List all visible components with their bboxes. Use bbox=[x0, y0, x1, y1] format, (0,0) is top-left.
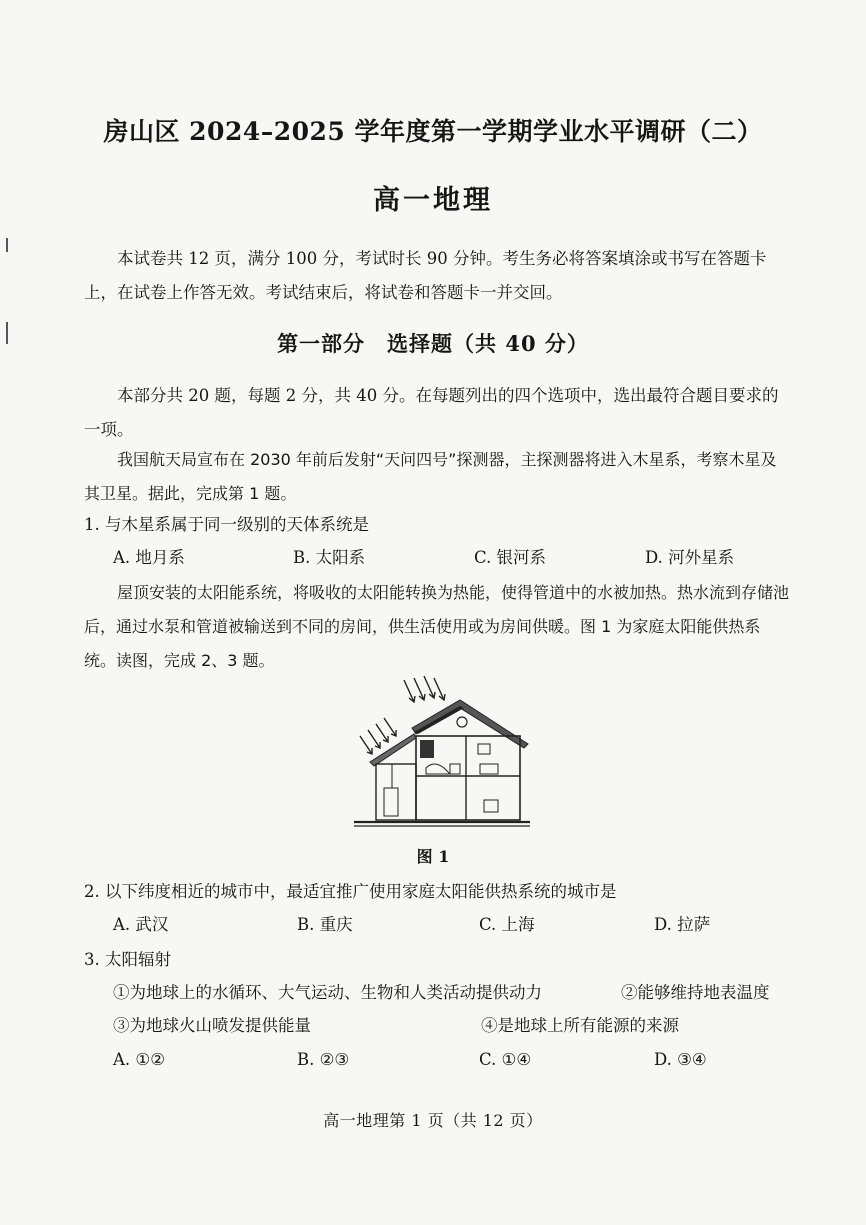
option-d: D. 拉萨 bbox=[654, 915, 711, 934]
exam-intro: 本试卷共 12 页，满分 100 分，考试时长 90 分钟。考生务必将答案填涂或书写在答题卡上，在试卷上作答无效。考试结束后，将试卷和答题卡一并交回。 bbox=[84, 249, 767, 302]
question-3-options bbox=[113, 1045, 793, 1075]
statement-1: ①为地球上的水循环、大气运动、生物和人类活动提供动力 bbox=[113, 983, 542, 1002]
option-a: A. 武汉 bbox=[113, 915, 169, 934]
question-1-stem: 1. 与木星系属于同一级别的天体系统是 bbox=[84, 515, 369, 534]
statement-2: ②能够维持地表温度 bbox=[621, 983, 770, 1002]
option-b: B. 重庆 bbox=[297, 915, 353, 934]
option-c: C. ①④ bbox=[479, 1050, 532, 1069]
question-3-statements-row-1 bbox=[113, 978, 803, 1008]
page-footer: 高一地理第 1 页（共 12 页） bbox=[323, 1111, 543, 1130]
question-2-stem: 2. 以下纬度相近的城市中，最适宜推广使用家庭太阳能供热系统的城市是 bbox=[84, 882, 617, 901]
question-1-options bbox=[113, 543, 793, 573]
option-a: A. 地月系 bbox=[113, 548, 185, 567]
question-3-statements-row-2 bbox=[113, 1011, 803, 1041]
option-c: C. 上海 bbox=[479, 915, 535, 934]
option-c: C. 银河系 bbox=[474, 548, 547, 567]
exam-subject: 高一地理 bbox=[373, 185, 493, 216]
material-2: 屋顶安装的太阳能系统，将吸收的太阳能转换为热能，使得管道中的水被加热。热水流到存储池后，通过水泵和管道被输送到不同的房间，供生活使用或为房间供暖。图 1 为家庭太阳能供热系统。读图，完成 2、3 题。 bbox=[84, 583, 790, 670]
house-drawing bbox=[354, 700, 530, 826]
scan-edge-mark bbox=[6, 238, 8, 252]
material-1: 我国航天局宣布在 2030 年前后发射“天问四号”探测器，主探测器将进入木星系，考察木星及其卫星。据此，完成第 1 题。 bbox=[84, 450, 777, 503]
exam-title: 房山区 2024–2025 学年度第一学期学业水平调研（二） bbox=[103, 117, 763, 146]
option-d: D. 河外星系 bbox=[645, 548, 735, 567]
statement-4: ④是地球上所有能源的来源 bbox=[481, 1016, 679, 1035]
option-a: A. ①② bbox=[113, 1050, 165, 1069]
option-b: B. 太阳系 bbox=[293, 548, 366, 567]
figure-caption: 图 1 bbox=[416, 847, 450, 866]
solar-house-figure bbox=[352, 672, 532, 832]
section-instructions: 本部分共 20 题，每题 2 分，共 40 分。在每题列出的四个选项中，选出最符合题目要求的一项。 bbox=[84, 386, 779, 439]
statement-3: ③为地球火山喷发提供能量 bbox=[113, 1016, 311, 1035]
question-2-options bbox=[113, 910, 793, 940]
question-3-stem: 3. 太阳辐射 bbox=[84, 950, 171, 969]
option-b: B. ②③ bbox=[297, 1050, 350, 1069]
section-title: 第一部分 选择题（共 40 分） bbox=[277, 331, 589, 356]
sun-ray-arrows-top bbox=[404, 676, 445, 702]
option-d: D. ③④ bbox=[654, 1050, 707, 1069]
